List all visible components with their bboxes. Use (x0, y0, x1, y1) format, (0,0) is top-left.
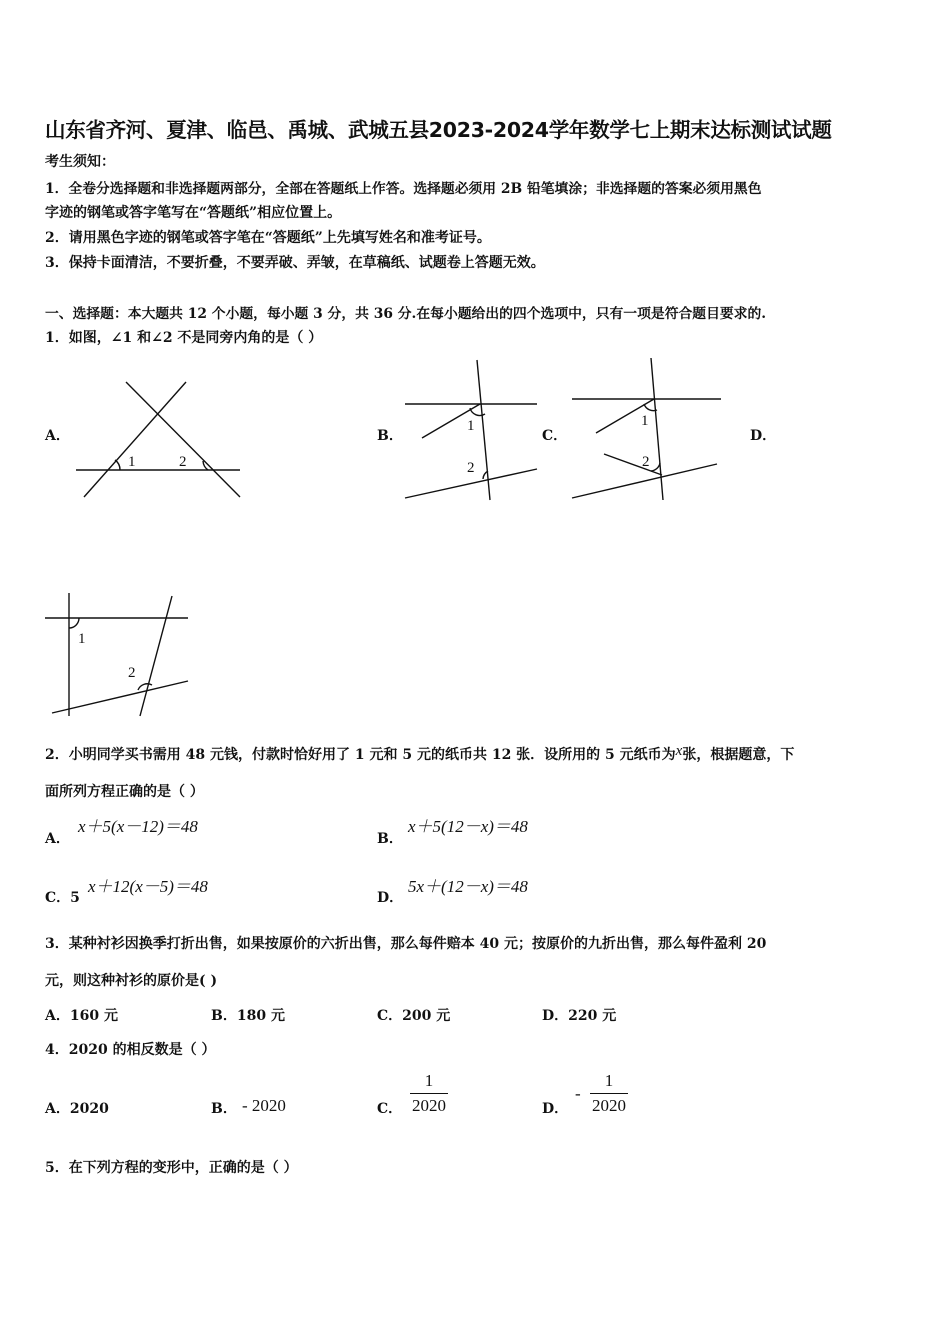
q2-option-c-expr: x＋12(x－5)＝48 (88, 877, 208, 896)
q3-option-b-text: 180 元 (236, 1008, 285, 1024)
q3-option-a-text: 160 元 (69, 1008, 118, 1024)
q1-option-a-label: A． (45, 428, 70, 444)
figure-d-angle-1: 1 (78, 631, 86, 647)
q4-option-a (45, 1098, 109, 1118)
q2-option-c-prefix: 5 (70, 890, 80, 906)
figure-b-angle-1: 1 (467, 418, 475, 434)
q1-figure-c (567, 355, 727, 505)
fraction-bar (590, 1093, 628, 1094)
notice-heading: 考生须知： (45, 154, 115, 170)
q1-option-c-label: C． (542, 428, 568, 444)
q2-stem-line-1 (45, 744, 794, 764)
q2-option-c-letter: C． (45, 890, 71, 906)
q4-option-b-label: B． (211, 1101, 237, 1117)
q4-option-d-numerator: 1 (604, 1071, 614, 1090)
q3-option-a-label: A． (45, 1008, 70, 1024)
figure-c-angle-2: 2 (642, 454, 650, 470)
figure-a-angle-1: 1 (128, 454, 136, 470)
q1-figure-d (42, 588, 192, 718)
q3-option-b (211, 1005, 285, 1025)
figure-d-arc-2 (138, 684, 152, 690)
q4-option-c-fraction (410, 1071, 448, 1116)
q4-option-a-label: A． (45, 1101, 70, 1117)
figure-a-angle-2: 2 (179, 454, 187, 470)
q3-option-c-label: C． (377, 1008, 403, 1024)
q2-stem-line-2: 面所列方程正确的是（ ） (45, 784, 204, 800)
q3-option-c-text: 200 元 (402, 1008, 451, 1024)
figure-c-mid-slant (604, 454, 662, 475)
q1-figure-a (70, 375, 245, 505)
q3-option-a (45, 1005, 118, 1025)
q4-option-d-label: D． (542, 1101, 569, 1117)
q4-option-d-sign: - (575, 1084, 581, 1103)
figure-d-angle-2: 2 (128, 665, 136, 681)
q5-stem: 5．在下列方程的变形中，正确的是（ ） (45, 1160, 298, 1176)
q2-option-a-expr: x＋5(x－12)＝48 (78, 817, 198, 836)
q4-option-d-fraction (590, 1071, 628, 1116)
q2-stem-part-1: 2．小明同学买书需用 48 元钱，付款时恰好用了 1 元和 5 元的纸币共 12 张．设所用的 5 元纸币为 (45, 747, 676, 763)
q3-option-d (542, 1005, 616, 1025)
figure-a-line-right (126, 382, 240, 497)
q1-figure-b (400, 355, 545, 505)
q3-option-b-label: B． (211, 1008, 237, 1024)
q2-option-a-label: A． (45, 831, 70, 847)
figure-d-slant-steep (140, 596, 172, 716)
q2-option-d-label: D． (377, 890, 404, 906)
q3-option-c (377, 1005, 450, 1025)
page-title: 山东省齐河、夏津、临邑、禹城、武城五县2023-2024学年数学七上期末达标测试试题 (45, 118, 832, 142)
q4-option-c-denominator: 2020 (412, 1096, 446, 1115)
figure-d-arc-1 (69, 618, 79, 628)
q3-stem-line-2: 元，则这种衬衫的原价是( ) (45, 973, 218, 989)
figure-c-arc-2 (651, 463, 660, 471)
q2-stem-part-2: 张，根据题意，下 (682, 747, 795, 763)
notice-item-1-line-1: 1．全卷分选择题和非选择题两部分，全部在答题纸上作答。选择题必须用 2B 铅笔填涂；非选择题的答案必须用黑色 (45, 181, 762, 197)
q1-option-d-label: D． (750, 428, 777, 444)
q2-option-b-expr: x＋5(12－x)＝48 (408, 817, 528, 836)
figure-a-line-left (84, 382, 186, 497)
q2-variable: x (675, 743, 683, 759)
notice-item-3: 3．保持卡面清洁，不要折叠，不要弄破、弄皱，在草稿纸、试题卷上答题无效。 (45, 255, 545, 271)
q3-option-d-text: 220 元 (568, 1008, 617, 1024)
section-1-heading: 一、选择题：本大题共 12 个小题，每小题 3 分，共 36 分.在每小题给出的四个选项中，只有一项是符合题目要求的. (45, 306, 767, 322)
q2-option-c-label (45, 887, 80, 907)
fraction-bar (410, 1093, 448, 1094)
q4-option-c-label: C． (377, 1101, 403, 1117)
q4-option-a-text: 2020 (69, 1101, 109, 1117)
figure-d-bottom-slant (52, 681, 188, 713)
q2-option-b-label: B． (377, 831, 403, 847)
figure-c-angle-1: 1 (641, 413, 649, 429)
notice-item-1-line-2: 字迹的钢笔或答字笔写在“答题纸”相应位置上。 (45, 205, 342, 221)
figure-b-angle-2: 2 (467, 460, 475, 476)
q2-option-d-expr: 5x＋(12－x)＝48 (408, 877, 528, 896)
notice-item-2: 2．请用黑色字迹的钢笔或答字笔在“答题纸”上先填写姓名和准考证号。 (45, 230, 491, 246)
q4-option-d-denominator: 2020 (592, 1096, 626, 1115)
q4-option-b-text: - 2020 (242, 1096, 286, 1115)
q1-stem: 1．如图，∠1 和∠2 不是同旁内角的是（ ） (45, 330, 323, 346)
q3-stem-line-1: 3．某种衬衫因换季打折出售，如果按原价的六折出售，那么每件赔本 40 元；按原价的九折出售，那么每件盈利 20 (45, 936, 767, 952)
q1-option-b-label: B． (377, 428, 403, 444)
q4-option-c-numerator: 1 (424, 1071, 434, 1090)
q4-stem: 4．2020 的相反数是（ ） (45, 1042, 216, 1058)
q3-option-d-label: D． (542, 1008, 569, 1024)
